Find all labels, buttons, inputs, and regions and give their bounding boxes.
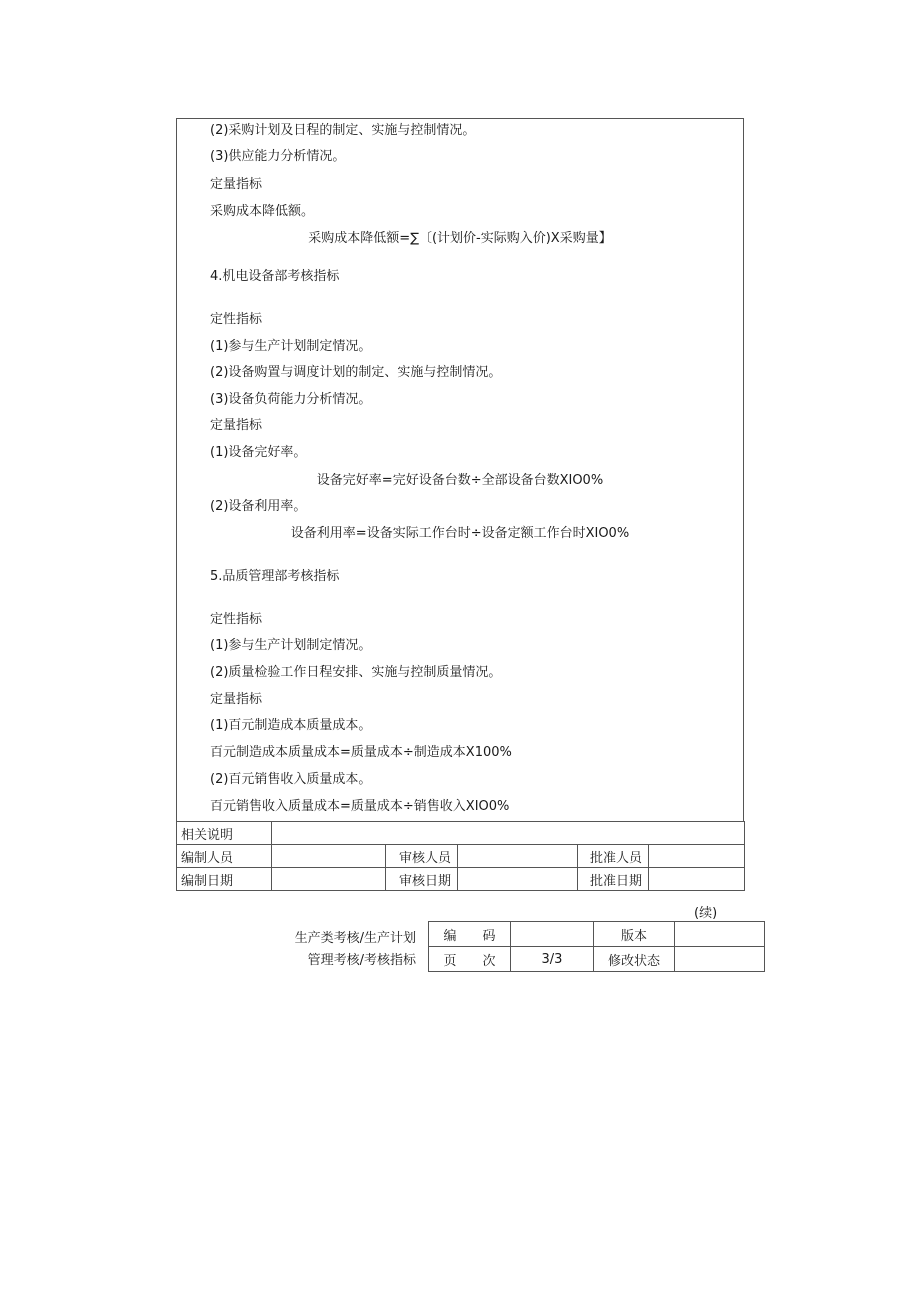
document-title-line1: 生产类考核/生产计划 (294, 931, 416, 946)
preparer-label: 编制人员 (177, 845, 272, 868)
text-line: (2)百元销售收入质量成本。 (210, 772, 372, 787)
meta-row-page (429, 947, 765, 972)
content-frame (176, 118, 744, 821)
reviewer-label: 审核人员 (386, 845, 458, 868)
code-label: 编 码 (429, 922, 511, 947)
prep-date-label: 编制日期 (177, 868, 272, 891)
text-line: (1)参与生产计划制定情况。 (210, 339, 372, 354)
personnel-row (177, 845, 745, 868)
related-label: 相关说明 (177, 822, 272, 845)
text-line: (1)百元制造成本质量成本。 (210, 718, 372, 733)
page-value: 3/3 (511, 947, 594, 972)
formula: 采购成本降低额=∑〔(计划价-实际购入价)X采购量】 (308, 231, 612, 246)
code-value (511, 922, 594, 947)
related-value (272, 822, 745, 845)
formula: 设备完好率=完好设备台数÷全部设备台数XIO0% (316, 473, 604, 488)
section-title: 5.品质管理部考核指标 (210, 569, 340, 584)
approve-date-label: 批准日期 (578, 868, 649, 891)
approver-value (649, 845, 745, 868)
approve-date-value (649, 868, 745, 891)
review-date-label: 审核日期 (386, 868, 458, 891)
text-line: (2)质量检验工作日程安排、实施与控制质量情况。 (210, 665, 502, 680)
approver-label: 批准人员 (578, 845, 649, 868)
revision-label: 修改状态 (594, 947, 675, 972)
section-heading: 定性指标 (210, 612, 263, 627)
document-title-line2: 管理考核/考核指标 (307, 953, 416, 968)
preparer-value (272, 845, 386, 868)
continued-label: (续) (694, 906, 718, 921)
text-line: 采购成本降低额。 (210, 204, 315, 219)
document-title (270, 928, 416, 972)
formula: 设备利用率=设备实际工作台时÷设备定额工作台时XIO0% (290, 526, 630, 541)
text-line: (3)供应能力分析情况。 (210, 149, 346, 164)
reviewer-value (458, 845, 578, 868)
page-label: 页 次 (429, 947, 511, 972)
meta-row-code (429, 922, 765, 947)
version-value (675, 922, 765, 947)
text-line: (2)设备购置与调度计划的制定、实施与控制情况。 (210, 365, 502, 380)
signoff-table (176, 821, 745, 891)
text-line: (2)设备利用率。 (210, 499, 307, 514)
text-line: (3)设备负荷能力分析情况。 (210, 392, 372, 407)
formula: 百元制造成本质量成本=质量成本÷制造成本X100% (210, 745, 512, 760)
section-heading: 定量指标 (210, 418, 263, 433)
section-heading: 定量指标 (210, 692, 263, 707)
text-line: (1)设备完好率。 (210, 445, 307, 460)
version-label: 版本 (594, 922, 675, 947)
formula: 百元销售收入质量成本=质量成本÷销售收入XIO0% (210, 799, 510, 814)
related-row (177, 822, 745, 845)
section-heading: 定量指标 (210, 177, 263, 192)
revision-value (675, 947, 765, 972)
text-line: (2)采购计划及日程的制定、实施与控制情况。 (210, 123, 476, 138)
dates-row (177, 868, 745, 891)
section-title: 4.机电设备部考核指标 (210, 269, 340, 284)
text-line: (1)参与生产计划制定情况。 (210, 638, 372, 653)
section-heading: 定性指标 (210, 312, 263, 327)
prep-date-value (272, 868, 386, 891)
review-date-value (458, 868, 578, 891)
document-meta-table (428, 921, 765, 972)
